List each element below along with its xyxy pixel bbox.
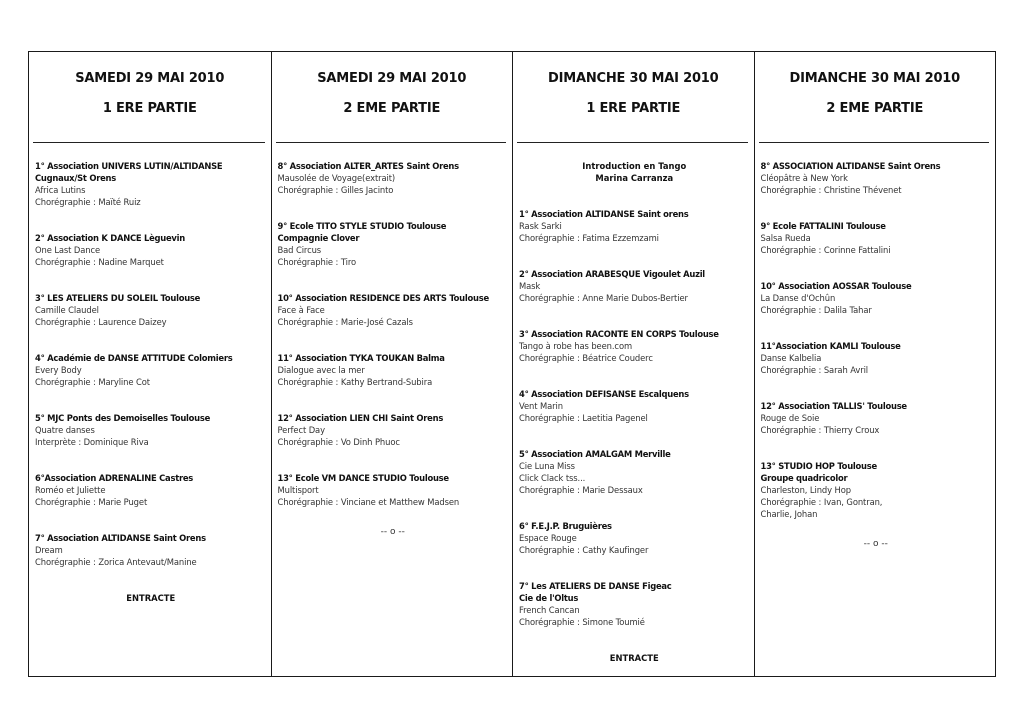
entry-detail: Chorégraphie : Zorica Antevaut/Manine	[35, 557, 197, 567]
entry-detail: Face à Face	[277, 305, 325, 315]
entry-detail: Vent Marin	[519, 401, 563, 411]
entry-detail: Chorégraphie : Vinciane et Matthew Madsen	[277, 497, 460, 507]
entry-title: 1° Association ALTIDANSE Saint orens	[519, 209, 689, 219]
entry-detail: Chorégraphie : Laetitia Pagenel	[519, 413, 648, 423]
entry-detail: Chorégraphie : Thierry Croux	[760, 425, 880, 435]
program-entry	[761, 280, 992, 316]
entry-detail: Camille Claudel	[35, 305, 99, 315]
column-header	[29, 52, 271, 142]
entry-detail: Chorégraphie : Cathy Kaufinger	[519, 545, 649, 555]
entry-detail: Chorégraphie : Marie Puget	[35, 497, 148, 507]
column-dimanche-part-1	[512, 52, 754, 676]
entry-detail: Chorégraphie : Gilles Jacinto	[277, 185, 394, 195]
day-heading: DIMANCHE 30 MAI 2010	[789, 71, 960, 86]
entry-title: 9° Ecole FATTALINI Toulouse	[760, 221, 886, 231]
program-entry	[519, 208, 750, 244]
entry-detail: Chorégraphie : Marie-José Cazals	[277, 317, 413, 327]
entry-detail: Multisport	[277, 485, 319, 495]
entry-title: 3° LES ATELIERS DU SOLEIL Toulouse	[35, 293, 201, 303]
entry-detail: Cie Luna Miss	[519, 461, 575, 471]
entry-detail: Rask Sarki	[519, 221, 562, 231]
entry-title: 5° MJC Ponts des Demoiselles Toulouse	[35, 413, 211, 423]
header-divider	[276, 142, 507, 143]
entry-detail: Charleston, Lindy Hop	[760, 485, 851, 495]
entry-detail: Roméo et Juliette	[35, 485, 106, 495]
entry-detail: Chorégraphie : Dalila Tahar	[760, 305, 872, 315]
column-header	[513, 52, 754, 142]
intro-line: Marina Carranza	[595, 173, 674, 183]
entry-detail: Chorégraphie : Christine Thévenet	[760, 185, 902, 195]
entry-title: 9° Ecole TITO STYLE STUDIO Toulouse	[277, 221, 447, 231]
entry-title: 2° Association ARABESQUE Vigoulet Auzil	[519, 269, 705, 279]
program-entry	[519, 268, 750, 304]
intermission-label: ENTRACTE	[126, 593, 176, 603]
entry-detail: Chorégraphie : Marie Dessaux	[519, 485, 643, 495]
program-entry	[35, 160, 267, 208]
entry-detail: Interprète : Dominique Riva	[35, 437, 149, 447]
entry-title: 4° Académie de DANSE ATTITUDE Colomiers	[35, 353, 233, 363]
program-entry	[35, 232, 267, 268]
day-heading: DIMANCHE 30 MAI 2010	[548, 71, 719, 86]
entry-detail: Chorégraphie : Vo Dinh Phuoc	[277, 437, 400, 447]
entry-title: 6° F.E.J.P. Bruguières	[519, 521, 612, 531]
program-entry	[519, 388, 750, 424]
entry-title: 3° Association RACONTE EN CORPS Toulouse	[519, 329, 719, 339]
part-heading: 1 ERE PARTIE	[586, 101, 681, 116]
program-entry	[519, 520, 750, 556]
day-heading: SAMEDI 29 MAI 2010	[317, 71, 467, 86]
program-entry	[761, 160, 992, 196]
entry-title: 7° Les ATELIERS DE DANSE Figeac	[519, 581, 672, 591]
entry-title: Compagnie Clover	[277, 233, 360, 243]
entry-detail: Charlie, Johan	[760, 509, 818, 519]
entry-detail: Rouge de Soie	[760, 413, 820, 423]
program-entry	[278, 220, 509, 268]
column-header	[272, 52, 513, 142]
column-samedi-part-1	[29, 52, 271, 676]
entry-detail: Chorégraphie : Laurence Daizey	[35, 317, 167, 327]
day-heading: SAMEDI 29 MAI 2010	[75, 71, 225, 86]
entry-title: 12° Association LIEN CHI Saint Orens	[277, 413, 444, 423]
entry-title: 13° STUDIO HOP Toulouse	[760, 461, 877, 471]
entry-detail: Salsa Rueda	[760, 233, 811, 243]
entry-title: Cie de l'Oltus	[519, 593, 579, 603]
entries-list	[35, 160, 267, 604]
entry-detail: Chorégraphie : Maryline Cot	[35, 377, 150, 387]
entry-detail: Chorégraphie : Sarah Avril	[760, 365, 869, 375]
program-table	[28, 51, 996, 677]
entry-detail: One Last Dance	[35, 245, 101, 255]
program-entry	[761, 460, 992, 520]
header-divider	[759, 142, 990, 143]
entry-detail: Chorégraphie : Nadine Marquet	[35, 257, 164, 267]
entry-title: 6°Association ADRENALINE Castres	[35, 473, 193, 483]
entry-detail: Mask	[519, 281, 541, 291]
entry-title: 11°Association KAMLI Toulouse	[760, 341, 901, 351]
entry-detail: Espace Rouge	[519, 533, 577, 543]
program-entry	[278, 352, 509, 388]
column-header	[755, 52, 996, 142]
program-entry	[519, 580, 750, 628]
header-divider	[33, 142, 265, 143]
entry-title: 4° Association DEFISANSE Escalquens	[519, 389, 689, 399]
entry-detail: Chorégraphie : Simone Toumié	[519, 617, 645, 627]
entry-detail: Chorégraphie : Ivan, Gontran,	[760, 497, 883, 507]
entry-detail: Perfect Day	[277, 425, 325, 435]
entry-detail: Chorégraphie : Maïté Ruiz	[35, 197, 141, 207]
entry-detail: Chorégraphie : Fatima Ezzemzami	[519, 233, 659, 243]
entry-title: 13° Ecole VM DANCE STUDIO Toulouse	[277, 473, 449, 483]
program-entry	[519, 328, 750, 364]
program-entry	[35, 532, 267, 568]
part-heading: 2 EME PARTIE	[826, 101, 924, 116]
entry-title: 7° Association ALTIDANSE Saint Orens	[35, 533, 206, 543]
entry-title: 11° Association TYKA TOUKAN Balma	[277, 353, 445, 363]
entry-title: 12° Association TALLIS' Toulouse	[760, 401, 907, 411]
intro-block	[519, 160, 750, 184]
program-entry	[519, 448, 750, 496]
entry-detail: Tango à robe has been.com	[519, 341, 633, 351]
entries-list	[519, 160, 750, 664]
part-heading: 2 EME PARTIE	[343, 101, 441, 116]
entry-detail: Dialogue avec la mer	[277, 365, 365, 375]
program-entry	[278, 292, 509, 328]
intro-line: Introduction en Tango	[582, 161, 687, 171]
program-entry	[761, 340, 992, 376]
end-separator: -- o --	[863, 539, 888, 549]
entry-detail: Chorégraphie : Tiro	[277, 257, 356, 267]
column-samedi-part-2	[271, 52, 513, 676]
program-entry	[278, 472, 509, 508]
program-entry	[761, 400, 992, 436]
intermission-label: ENTRACTE	[609, 653, 659, 663]
entry-detail: Cléopâtre à New York	[760, 173, 848, 183]
program-entry	[278, 160, 509, 196]
entry-title: 10° Association RESIDENCE DES ARTS Toulouse	[277, 293, 489, 303]
entry-title: Cugnaux/St Orens	[35, 173, 116, 183]
entry-detail: Chorégraphie : Béatrice Couderc	[519, 353, 653, 363]
entry-detail: Bad Circus	[277, 245, 322, 255]
header-divider	[517, 142, 748, 143]
part-heading: 1 ERE PARTIE	[102, 101, 197, 116]
program-entry	[35, 292, 267, 328]
column-dimanche-part-2	[754, 52, 996, 676]
entry-detail: Danse Kalbelia	[760, 353, 822, 363]
entry-detail: Mausolée de Voyage(extrait)	[277, 173, 396, 183]
entry-detail: Dream	[35, 545, 63, 555]
entry-detail: Every Body	[35, 365, 82, 375]
program-entry	[761, 220, 992, 256]
entry-detail: Chorégraphie : Kathy Bertrand-Subira	[277, 377, 433, 387]
entry-detail: French Cancan	[519, 605, 580, 615]
entry-detail: Quatre danses	[35, 425, 95, 435]
entry-title: 5° Association AMALGAM Merville	[519, 449, 671, 459]
entry-title: 1° Association UNIVERS LUTIN/ALTIDANSE	[35, 161, 223, 171]
entry-detail: Click Clack tss...	[519, 473, 586, 483]
entries-list	[278, 160, 509, 538]
entry-title: 8° Association ALTER_ARTES Saint Orens	[277, 161, 459, 171]
entry-title: 10° Association AOSSAR Toulouse	[760, 281, 912, 291]
end-separator: -- o --	[380, 527, 405, 537]
program-entry	[35, 472, 267, 508]
entry-detail: Africa Lutins	[35, 185, 86, 195]
program-entry	[278, 412, 509, 448]
entry-detail: La Danse d'Ochûn	[760, 293, 836, 303]
entry-title: 2° Association K DANCE Lèguevin	[35, 233, 185, 243]
entry-title: Groupe quadricolor	[760, 473, 848, 483]
entry-title: 8° ASSOCIATION ALTIDANSE Saint Orens	[760, 161, 941, 171]
program-entry	[35, 352, 267, 388]
entries-list	[761, 160, 992, 550]
entry-detail: Chorégraphie : Corinne Fattalini	[760, 245, 891, 255]
entry-detail: Chorégraphie : Anne Marie Dubos-Bertier	[519, 293, 688, 303]
program-entry	[35, 412, 267, 448]
